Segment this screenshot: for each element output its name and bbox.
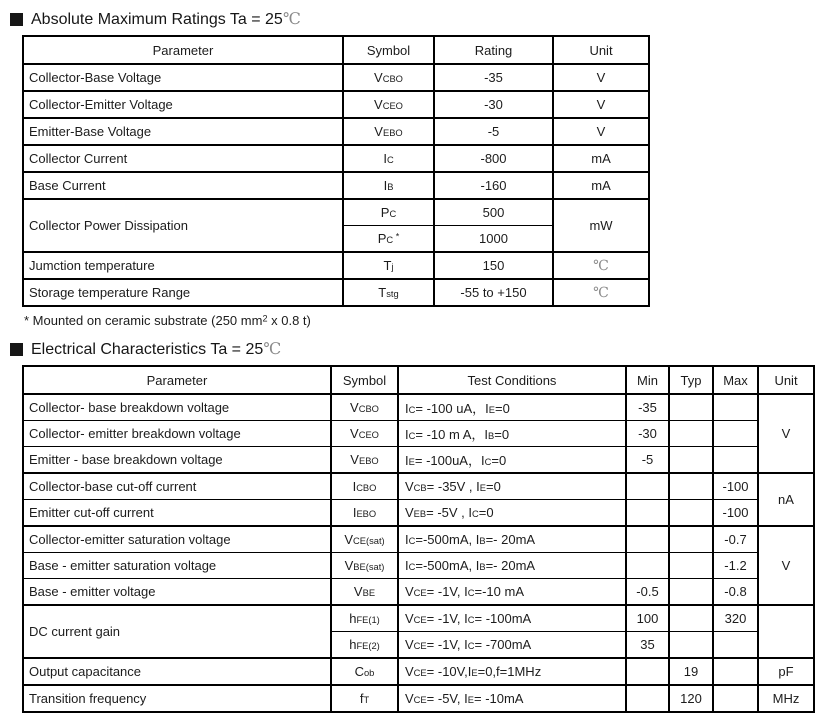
abs-max-ratings-table bbox=[22, 35, 650, 307]
column-header-typ: Typ bbox=[669, 366, 713, 394]
table-header-row bbox=[23, 366, 814, 394]
typ-cell bbox=[669, 394, 713, 421]
param-cell: Collector-emitter saturation voltage bbox=[23, 526, 331, 553]
table-row bbox=[23, 553, 814, 579]
table-row bbox=[23, 64, 649, 91]
typ-cell bbox=[669, 605, 713, 632]
symbol-cell: VBE(sat) bbox=[331, 553, 398, 579]
symbol-cell: PC * bbox=[343, 226, 434, 253]
symbol-cell: Cob bbox=[331, 658, 398, 685]
param-cell: Collector Power Dissipation bbox=[23, 199, 343, 252]
cond-cell: VCE= -1V, IC= -100mA bbox=[398, 605, 626, 632]
param-cell: Output capacitance bbox=[23, 658, 331, 685]
max-cell: -1.2 bbox=[713, 553, 758, 579]
min-cell bbox=[626, 526, 669, 553]
section-title-electrical-characteristics bbox=[10, 338, 818, 360]
typ-cell bbox=[669, 447, 713, 474]
unit-cell: mA bbox=[553, 145, 649, 172]
unit-cell: ℃ bbox=[553, 252, 649, 279]
table-row bbox=[23, 447, 814, 474]
unit-cell: ℃ bbox=[553, 279, 649, 306]
rating-cell: -800 bbox=[434, 145, 553, 172]
unit-cell: mW bbox=[553, 199, 649, 252]
table-row bbox=[23, 91, 649, 118]
column-header-parameter: Parameter bbox=[23, 366, 331, 394]
table-row bbox=[23, 605, 814, 632]
typ-cell: 19 bbox=[669, 658, 713, 685]
min-cell: 35 bbox=[626, 632, 669, 659]
rating-cell: -160 bbox=[434, 172, 553, 199]
table-row bbox=[23, 579, 814, 606]
column-header-max: Max bbox=[713, 366, 758, 394]
typ-cell bbox=[669, 553, 713, 579]
unit-cell: mA bbox=[553, 172, 649, 199]
cond-cell: VEB= -5V , IC=0 bbox=[398, 500, 626, 527]
param-cell: Emitter cut-off current bbox=[23, 500, 331, 527]
param-cell: Emitter - base breakdown voltage bbox=[23, 447, 331, 474]
column-header-test-conditions: Test Conditions bbox=[398, 366, 626, 394]
max-cell: -100 bbox=[713, 500, 758, 527]
rating-cell: -5 bbox=[434, 118, 553, 145]
symbol-cell: VEBO bbox=[331, 447, 398, 474]
max-cell: 320 bbox=[713, 605, 758, 632]
max-cell bbox=[713, 685, 758, 712]
param-cell: Collector- base breakdown voltage bbox=[23, 394, 331, 421]
column-header-min: Min bbox=[626, 366, 669, 394]
symbol-cell: ICBO bbox=[331, 473, 398, 500]
table-row bbox=[23, 421, 814, 447]
max-cell bbox=[713, 658, 758, 685]
rating-cell: 500 bbox=[434, 199, 553, 226]
cond-cell: IC= -100 uA，IE=0 bbox=[398, 394, 626, 421]
symbol-cell: IC bbox=[343, 145, 434, 172]
symbol-cell: hFE(1) bbox=[331, 605, 398, 632]
min-cell bbox=[626, 553, 669, 579]
param-cell: Collector-Base Voltage bbox=[23, 64, 343, 91]
column-header-rating: Rating bbox=[434, 36, 553, 64]
unit-cell: V bbox=[758, 394, 814, 473]
param-cell: Collector- emitter breakdown voltage bbox=[23, 421, 331, 447]
table-row bbox=[23, 685, 814, 712]
unit-cell: V bbox=[758, 526, 814, 605]
symbol-cell: VCEO bbox=[343, 91, 434, 118]
max-cell: -100 bbox=[713, 473, 758, 500]
symbol-cell: Tstg bbox=[343, 279, 434, 306]
table-row bbox=[23, 252, 649, 279]
symbol-cell: VEBO bbox=[343, 118, 434, 145]
cond-cell: VCB= -35V , IE=0 bbox=[398, 473, 626, 500]
rating-cell: 1000 bbox=[434, 226, 553, 253]
typ-cell bbox=[669, 632, 713, 659]
section-title-absolute-maximum-ratings bbox=[10, 8, 818, 30]
rating-cell: -55 to +150 bbox=[434, 279, 553, 306]
unit-cell: MHz bbox=[758, 685, 814, 712]
symbol-cell: IEBO bbox=[331, 500, 398, 527]
param-cell: Collector-Emitter Voltage bbox=[23, 91, 343, 118]
min-cell bbox=[626, 473, 669, 500]
unit-cell: V bbox=[553, 91, 649, 118]
max-cell bbox=[713, 394, 758, 421]
min-cell bbox=[626, 658, 669, 685]
param-cell: Transition frequency bbox=[23, 685, 331, 712]
table-row bbox=[23, 279, 649, 306]
symbol-cell: Tj bbox=[343, 252, 434, 279]
cond-cell: VCE= -10V,IE=0,f=1MHz bbox=[398, 658, 626, 685]
unit-cell: pF bbox=[758, 658, 814, 685]
max-cell bbox=[713, 447, 758, 474]
cond-cell: IC=-500mA, IB=- 20mA bbox=[398, 553, 626, 579]
footnote: * Mounted on ceramic substrate (250 $mm^2$ x 0.8 t) bbox=[24, 313, 311, 328]
min-cell bbox=[626, 500, 669, 527]
table-row bbox=[23, 118, 649, 145]
section-bullet-icon bbox=[10, 343, 23, 356]
param-cell: Emitter-Base Voltage bbox=[23, 118, 343, 145]
max-cell: -0.8 bbox=[713, 579, 758, 606]
max-cell bbox=[713, 421, 758, 447]
table-row bbox=[23, 500, 814, 527]
table-row bbox=[23, 658, 814, 685]
cond-cell: VCE= -5V, IE= -10mA bbox=[398, 685, 626, 712]
table-row bbox=[23, 473, 814, 500]
table-row bbox=[23, 145, 649, 172]
table-row bbox=[23, 172, 649, 199]
table-row bbox=[23, 199, 649, 226]
typ-cell bbox=[669, 579, 713, 606]
unit-cell bbox=[758, 605, 814, 658]
section-bullet-icon bbox=[10, 13, 23, 26]
column-header-symbol: Symbol bbox=[331, 366, 398, 394]
param-cell: Jumction temperature bbox=[23, 252, 343, 279]
symbol-cell: VCBO bbox=[331, 394, 398, 421]
column-header-symbol: Symbol bbox=[343, 36, 434, 64]
param-cell: Collector Current bbox=[23, 145, 343, 172]
min-cell: -0.5 bbox=[626, 579, 669, 606]
min-cell: -5 bbox=[626, 447, 669, 474]
typ-cell bbox=[669, 526, 713, 553]
typ-cell bbox=[669, 473, 713, 500]
typ-cell: 120 bbox=[669, 685, 713, 712]
symbol-cell: hFE(2) bbox=[331, 632, 398, 659]
min-cell bbox=[626, 685, 669, 712]
rating-cell: 150 bbox=[434, 252, 553, 279]
max-cell: -0.7 bbox=[713, 526, 758, 553]
section-title-text: Electrical Characteristics Ta = 25℃ bbox=[31, 339, 282, 358]
param-cell: Base - emitter saturation voltage bbox=[23, 553, 331, 579]
symbol-cell: VCBO bbox=[343, 64, 434, 91]
table-row bbox=[23, 394, 814, 421]
symbol-cell: VCEO bbox=[331, 421, 398, 447]
param-cell: DC current gain bbox=[23, 605, 331, 658]
cond-cell: VCE= -1V, IC= -700mA bbox=[398, 632, 626, 659]
rating-cell: -35 bbox=[434, 64, 553, 91]
symbol-cell: fT bbox=[331, 685, 398, 712]
unit-cell: V bbox=[553, 64, 649, 91]
cond-cell: IE= -100uA，IC=0 bbox=[398, 447, 626, 474]
symbol-cell: VBE bbox=[331, 579, 398, 606]
typ-cell bbox=[669, 421, 713, 447]
unit-cell: nA bbox=[758, 473, 814, 526]
column-header-unit: Unit bbox=[758, 366, 814, 394]
min-cell: 100 bbox=[626, 605, 669, 632]
cond-cell: IC=-500mA, IB=- 20mA bbox=[398, 526, 626, 553]
table-row bbox=[23, 526, 814, 553]
param-cell: Storage temperature Range bbox=[23, 279, 343, 306]
typ-cell bbox=[669, 500, 713, 527]
param-cell: Base - emitter voltage bbox=[23, 579, 331, 606]
symbol-cell: PC bbox=[343, 199, 434, 226]
section-title-text: Absolute Maximum Ratings Ta = 25℃ bbox=[31, 9, 301, 28]
param-cell: Collector-base cut-off current bbox=[23, 473, 331, 500]
cond-cell: VCE= -1V, IC=-10 mA bbox=[398, 579, 626, 606]
param-cell: Base Current bbox=[23, 172, 343, 199]
min-cell: -30 bbox=[626, 421, 669, 447]
unit-cell: V bbox=[553, 118, 649, 145]
column-header-parameter: Parameter bbox=[23, 36, 343, 64]
symbol-cell: IB bbox=[343, 172, 434, 199]
max-cell bbox=[713, 632, 758, 659]
electrical-characteristics-table bbox=[22, 365, 815, 713]
min-cell: -35 bbox=[626, 394, 669, 421]
table-header-row bbox=[23, 36, 649, 64]
rating-cell: -30 bbox=[434, 91, 553, 118]
cond-cell: IC= -10 m A，IB=0 bbox=[398, 421, 626, 447]
column-header-unit: Unit bbox=[553, 36, 649, 64]
symbol-cell: VCE(sat) bbox=[331, 526, 398, 553]
